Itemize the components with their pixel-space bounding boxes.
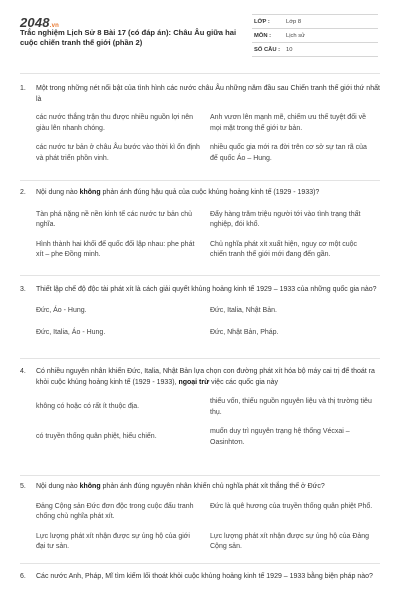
- info-row-subject: [252, 29, 378, 43]
- option-c[interactable]: Lực lượng phát xít nhận được sự ủng hộ của giới đại tư sản.: [36, 532, 190, 550]
- question-text: Nội dung nào không phản ánh đúng nguyên nhân khiến chủ nghĩa phát xít thắng thế ở Đức?: [36, 483, 325, 490]
- question-text: Thiết lập chế độ độc tài phát xít là cách giải quyết khủng hoảng kinh tế 1929 – 1933 của những quốc gia nào?: [36, 286, 377, 293]
- option-a[interactable]: Tàn phá nặng nề nền kinh tế các nước tư bản chủ nghĩa.: [36, 210, 193, 228]
- question-4: [20, 367, 380, 448]
- info-row-class: [252, 15, 378, 29]
- option-c[interactable]: các nước tư bản ở châu Âu bước vào thời kì ổn định và phát triển phồn vinh.: [36, 144, 200, 162]
- option-a[interactable]: không có hoặc có rất ít thuộc địa.: [36, 403, 140, 411]
- info-label: LỚP :: [254, 18, 270, 25]
- option-a[interactable]: Đức, Áo - Hung.: [36, 306, 87, 314]
- question-number: 6.: [20, 573, 26, 580]
- option-c[interactable]: Đức, Italia, Áo - Hung.: [36, 329, 106, 336]
- options: [36, 397, 380, 448]
- option-b[interactable]: Đức là quê hương của truyền thống quân phiệt Phổ.: [210, 502, 373, 510]
- option-d[interactable]: Chủ nghĩa phát xít xuất hiện, nguy cơ một cuộc chiến tranh thế giới mới đang đến gần.: [210, 240, 358, 258]
- info-row-count: [252, 43, 378, 57]
- option-b[interactable]: Đẩy hàng trăm triệu người tới vào tình trạng thất nghiệp, đói khổ.: [210, 210, 361, 228]
- question-number: 2.: [20, 189, 26, 196]
- info-label: SỐ CÂU :: [254, 46, 281, 53]
- info-label: MÔN :: [254, 32, 272, 39]
- info-value: Lịch sử: [286, 32, 306, 39]
- question-number: 1.: [20, 85, 26, 92]
- option-b[interactable]: Đức, Italia, Nhật Bản.: [210, 306, 277, 314]
- question-1: [20, 84, 380, 164]
- question-number: 3.: [20, 286, 26, 293]
- question-2: [20, 188, 380, 261]
- option-d[interactable]: Đức, Nhật Bản, Pháp.: [210, 329, 279, 336]
- site-logo[interactable]: 2048.vn: [20, 15, 60, 30]
- header: [0, 0, 400, 62]
- option-a[interactable]: Đảng Cộng sản Đức đơn độc trong cuộc đấu tranh chống chủ nghĩa phát xít.: [36, 502, 194, 520]
- question-text: Các nước Anh, Pháp, Mĩ tìm kiếm lối thoát khỏi cuộc khủng hoảng kinh tế 1929 – 1933 bằng biện pháp nào?: [36, 573, 373, 580]
- question-5: [20, 482, 380, 553]
- divider: [20, 73, 380, 74]
- option-b[interactable]: thiếu vốn, thiếu nguồn nguyên liệu và thị trường tiêu thụ.: [210, 398, 372, 416]
- divider: [20, 563, 380, 564]
- question-number: 5.: [20, 483, 26, 490]
- divider: [20, 275, 380, 276]
- question-6: [20, 572, 380, 583]
- divider: [20, 180, 380, 181]
- options: [36, 306, 380, 339]
- info-value: Lớp 8: [286, 18, 302, 25]
- divider: [20, 475, 380, 476]
- info-table: [252, 14, 378, 57]
- question-text: Một trong những nét nổi bật của tình hình các nước châu Âu những năm đầu sau Chiến tranh thế giới thứ nhất là: [36, 85, 380, 103]
- option-a[interactable]: các nước thắng trận thu được nhiều nguồn lợi nên giàu lên nhanh chóng.: [36, 114, 194, 132]
- option-c[interactable]: Hình thành hai khối đế quốc đối lập nhau: phe phát xít – phe Đồng minh.: [36, 240, 195, 258]
- question-3: [20, 285, 380, 339]
- option-d[interactable]: nhiều quốc gia mới ra đời trên cơ sở sự tan rã của đế quốc Áo – Hung.: [210, 144, 367, 162]
- options: [36, 113, 380, 164]
- option-b[interactable]: Anh vươn lên mạnh mẽ, chiếm ưu thế tuyệt đối về mọi mặt trong thế giới tư bản.: [210, 114, 366, 132]
- option-d[interactable]: Lực lượng phát xít nhận được sự ủng hộ của Đảng Cộng sản.: [210, 532, 370, 550]
- question-text: Nội dung nào không phản ánh đúng hậu quả của cuộc khủng hoảng kinh tế (1929 - 1933)?: [36, 189, 320, 196]
- question-text: Có nhiều nguyên nhân khiến Đức, Italia, Nhật Bản lựa chọn con đường phát xít hóa bộ máy cai trị để thoát ra khỏi cuộc khủng hoảng kinh tế (1929 - 1933), ngoại trừ việc các quốc gia này: [36, 368, 375, 386]
- divider: [20, 358, 380, 359]
- option-c[interactable]: có truyền thống quân phiệt, hiếu chiến.: [36, 433, 157, 441]
- info-value: 10: [286, 46, 293, 53]
- options: [36, 210, 380, 261]
- page-title: Trắc nghiệm Lịch Sử 8 Bài 17 (có đáp án): Châu Âu giữa hai cuộc chiến tranh thế giới (phần 2): [20, 28, 237, 47]
- options: [36, 502, 380, 553]
- question-number: 4.: [20, 368, 26, 375]
- option-d[interactable]: muốn duy trì nguyên trạng hệ thống Vécxai – Oasinhtơn.: [210, 428, 350, 446]
